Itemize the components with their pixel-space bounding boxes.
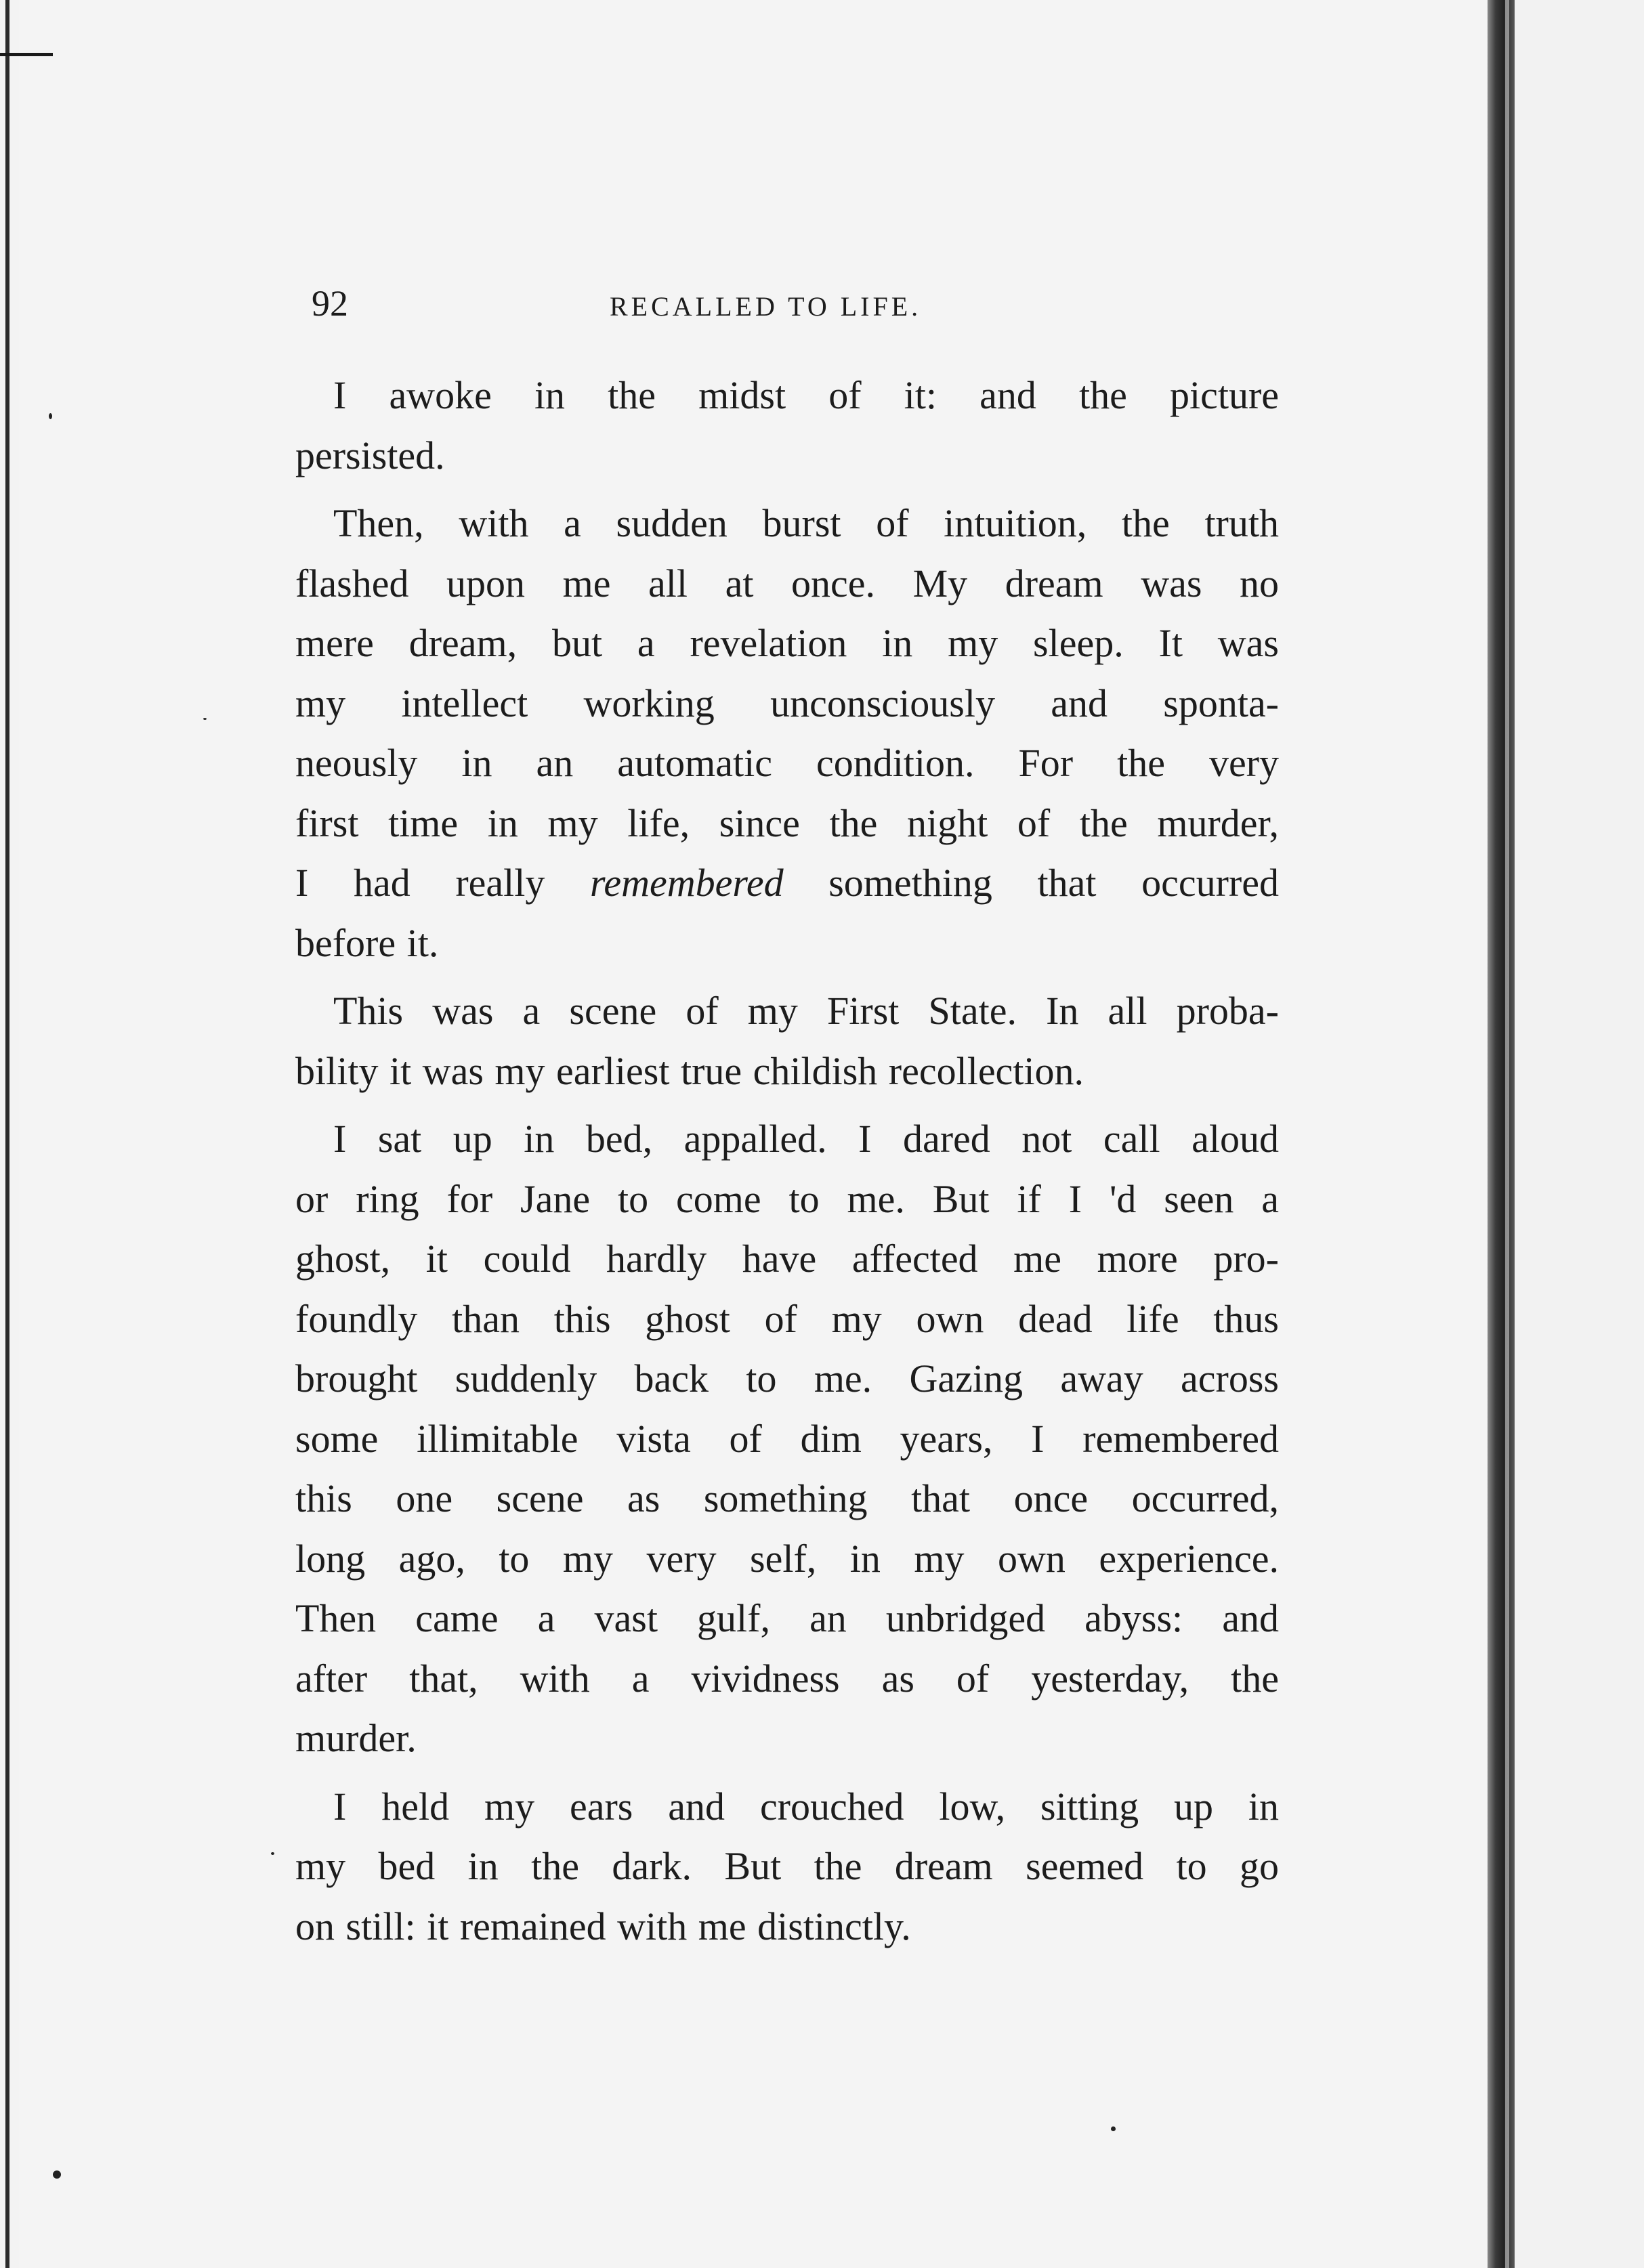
text-line: This was a scene of my First State. In all proba- [333,989,1279,1033]
text-run: I had really [295,861,590,905]
text-line: before it. [295,920,439,965]
text-line: this one scene as something that once occurred, [295,1476,1279,1520]
text-line: flashed upon me all at once. My dream was no [295,561,1279,605]
book-spine-gutter [1488,0,1515,2268]
adjacent-page-margin [1515,0,1644,2268]
text-line: neously in an automatic condition. For the very [295,741,1279,785]
text-line: persisted. [295,433,445,477]
text-line: on still: it remained with me distinctly. [295,1904,911,1948]
page-number: 92 [312,283,348,324]
text-line: after that, with a vividness as of yesterday, the [295,1656,1279,1700]
text-line-with-italic [295,853,1279,914]
text-line: my bed in the dark. But the dream seemed to go [295,1844,1279,1888]
text-line: murder. [295,1716,417,1760]
left-page-edge [5,0,9,2268]
speck [49,413,52,419]
text-run: something that occurred [783,861,1279,905]
text-line: bility it was my earliest true childish recollection. [295,1048,1084,1093]
text-line: I awoke in the midst of it: and the picture [333,373,1279,417]
running-head [312,276,1273,337]
paragraph [295,494,1279,973]
text-line: Then, with a sudden burst of intuition, the truth [333,501,1279,545]
speck [53,2170,61,2179]
text-line: ghost, it could hardly have affected me more pro- [295,1237,1279,1281]
text-line: foundly than this ghost of my own dead life thus [295,1296,1279,1341]
speck [203,718,207,720]
paragraph [295,1777,1279,1957]
text-line: I sat up in bed, appalled. I dared not call aloud [333,1117,1279,1161]
speck [271,1852,274,1855]
text-line: some illimitable vista of dim years, I remembered [295,1416,1279,1461]
text-line: or ring for Jane to come to me. But if I 'd seen a [295,1176,1279,1221]
running-head-title: RECALLED TO LIFE. [610,291,922,322]
paragraph [295,1109,1279,1769]
text-line: I held my ears and crouched low, sitting up in [333,1784,1279,1828]
text-line: first time in my life, since the night of the murder, [295,800,1279,845]
text-line: brought suddenly back to me. Gazing away across [295,1356,1279,1400]
text-body [295,366,1279,1965]
spine-highlight [1505,0,1509,2268]
edge-mark [0,53,53,56]
text-line: long ago, to my very self, in my own experience. [295,1536,1279,1581]
paragraph [295,366,1279,486]
italic-word: remembered [590,861,784,905]
text-line: my intellect working unconsciously and sponta- [295,681,1279,725]
speck [1111,2126,1116,2131]
text-line: mere dream, but a revelation in my sleep. It was [295,621,1279,665]
text-line: Then came a vast gulf, an unbridged abyss: and [295,1596,1279,1640]
paragraph [295,981,1279,1101]
